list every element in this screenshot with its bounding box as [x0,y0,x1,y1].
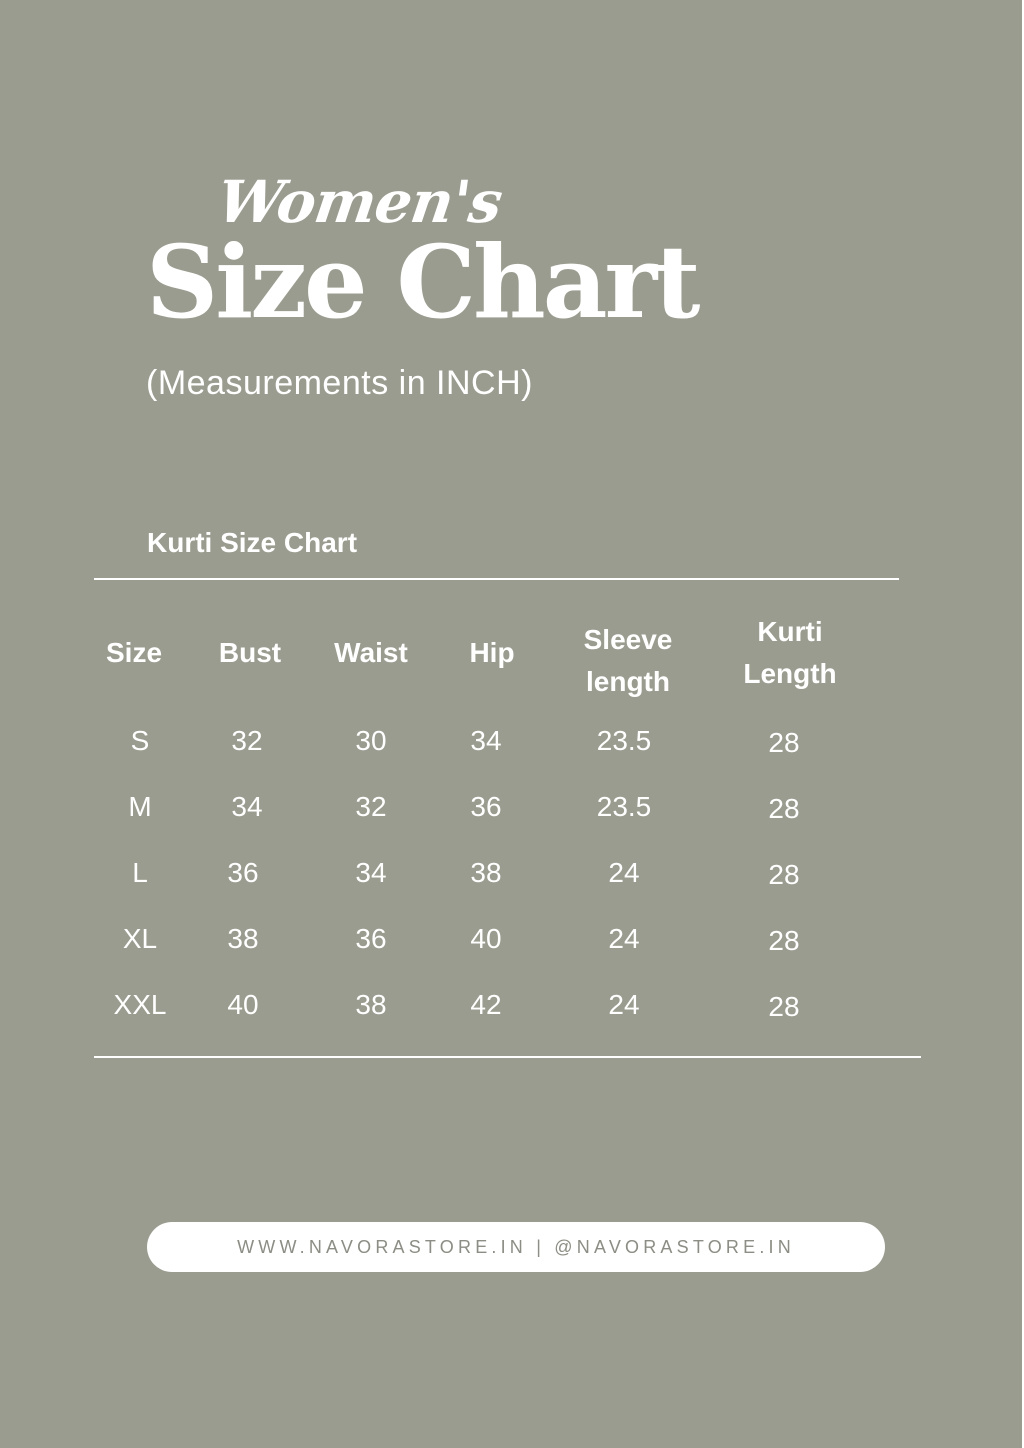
cell-hip: 40 [470,923,502,954]
measurement-unit-note: (Measurements in INCH) [146,364,533,402]
cell-sleeve-length: 23.5 [596,791,652,822]
cell-sleeve-length: 24 [608,923,640,954]
cell-hip: 36 [470,791,502,822]
cell-waist: 34 [355,857,387,888]
cell-waist: 30 [355,725,387,756]
cell-waist: 32 [355,791,387,822]
column-header-size [106,632,162,674]
cell-size: XL [122,923,158,954]
cell-kurti-length: 28 [768,859,800,890]
section-title: Kurti Size Chart [147,527,358,558]
cell-bust: 40 [227,989,259,1020]
cell-kurti-length: 28 [768,727,800,758]
cell-bust: 34 [231,791,263,822]
header-line: Size [105,637,163,668]
header-line: length [586,666,670,697]
cell-waist: 36 [355,923,387,954]
cell-hip: 38 [470,857,502,888]
header-line: Hip [469,637,515,668]
header-line: Length [743,658,837,689]
cell-hip: 42 [470,989,502,1020]
cell-size: XXL [113,989,167,1020]
column-header-sleeve-length [584,619,673,703]
table-bottom-divider [94,1056,921,1058]
cell-kurti-length: 28 [768,991,800,1022]
cell-kurti-length: 28 [768,793,800,824]
cell-bust: 36 [227,857,259,888]
cell-sleeve-length: 23.5 [596,725,652,756]
page-title: Size Chart [146,223,698,341]
cell-waist: 38 [355,989,387,1020]
cell-hip: 34 [470,725,502,756]
header-line: Sleeve [583,624,673,655]
cell-bust: 38 [227,923,259,954]
cell-size: S [130,725,150,756]
cell-sleeve-length: 24 [608,857,640,888]
cell-kurti-length: 28 [768,925,800,956]
header-line: Waist [334,637,408,668]
column-header-bust [219,632,281,674]
column-header-hip [469,632,514,674]
cell-bust: 32 [231,725,263,756]
cell-sleeve-length: 24 [608,989,640,1020]
header-line: Kurti [757,616,823,647]
footer-banner [147,1222,885,1272]
column-header-kurti-length [743,611,836,695]
footer-contact-text: WWW.NAVORASTORE.IN | @NAVORASTORE.IN [237,1236,795,1257]
table-top-divider [94,578,899,580]
cell-size: M [128,791,152,822]
column-header-waist [334,632,408,674]
header-line: Bust [218,637,282,668]
cell-size: L [132,857,148,888]
script-heading: Women's [213,168,506,236]
